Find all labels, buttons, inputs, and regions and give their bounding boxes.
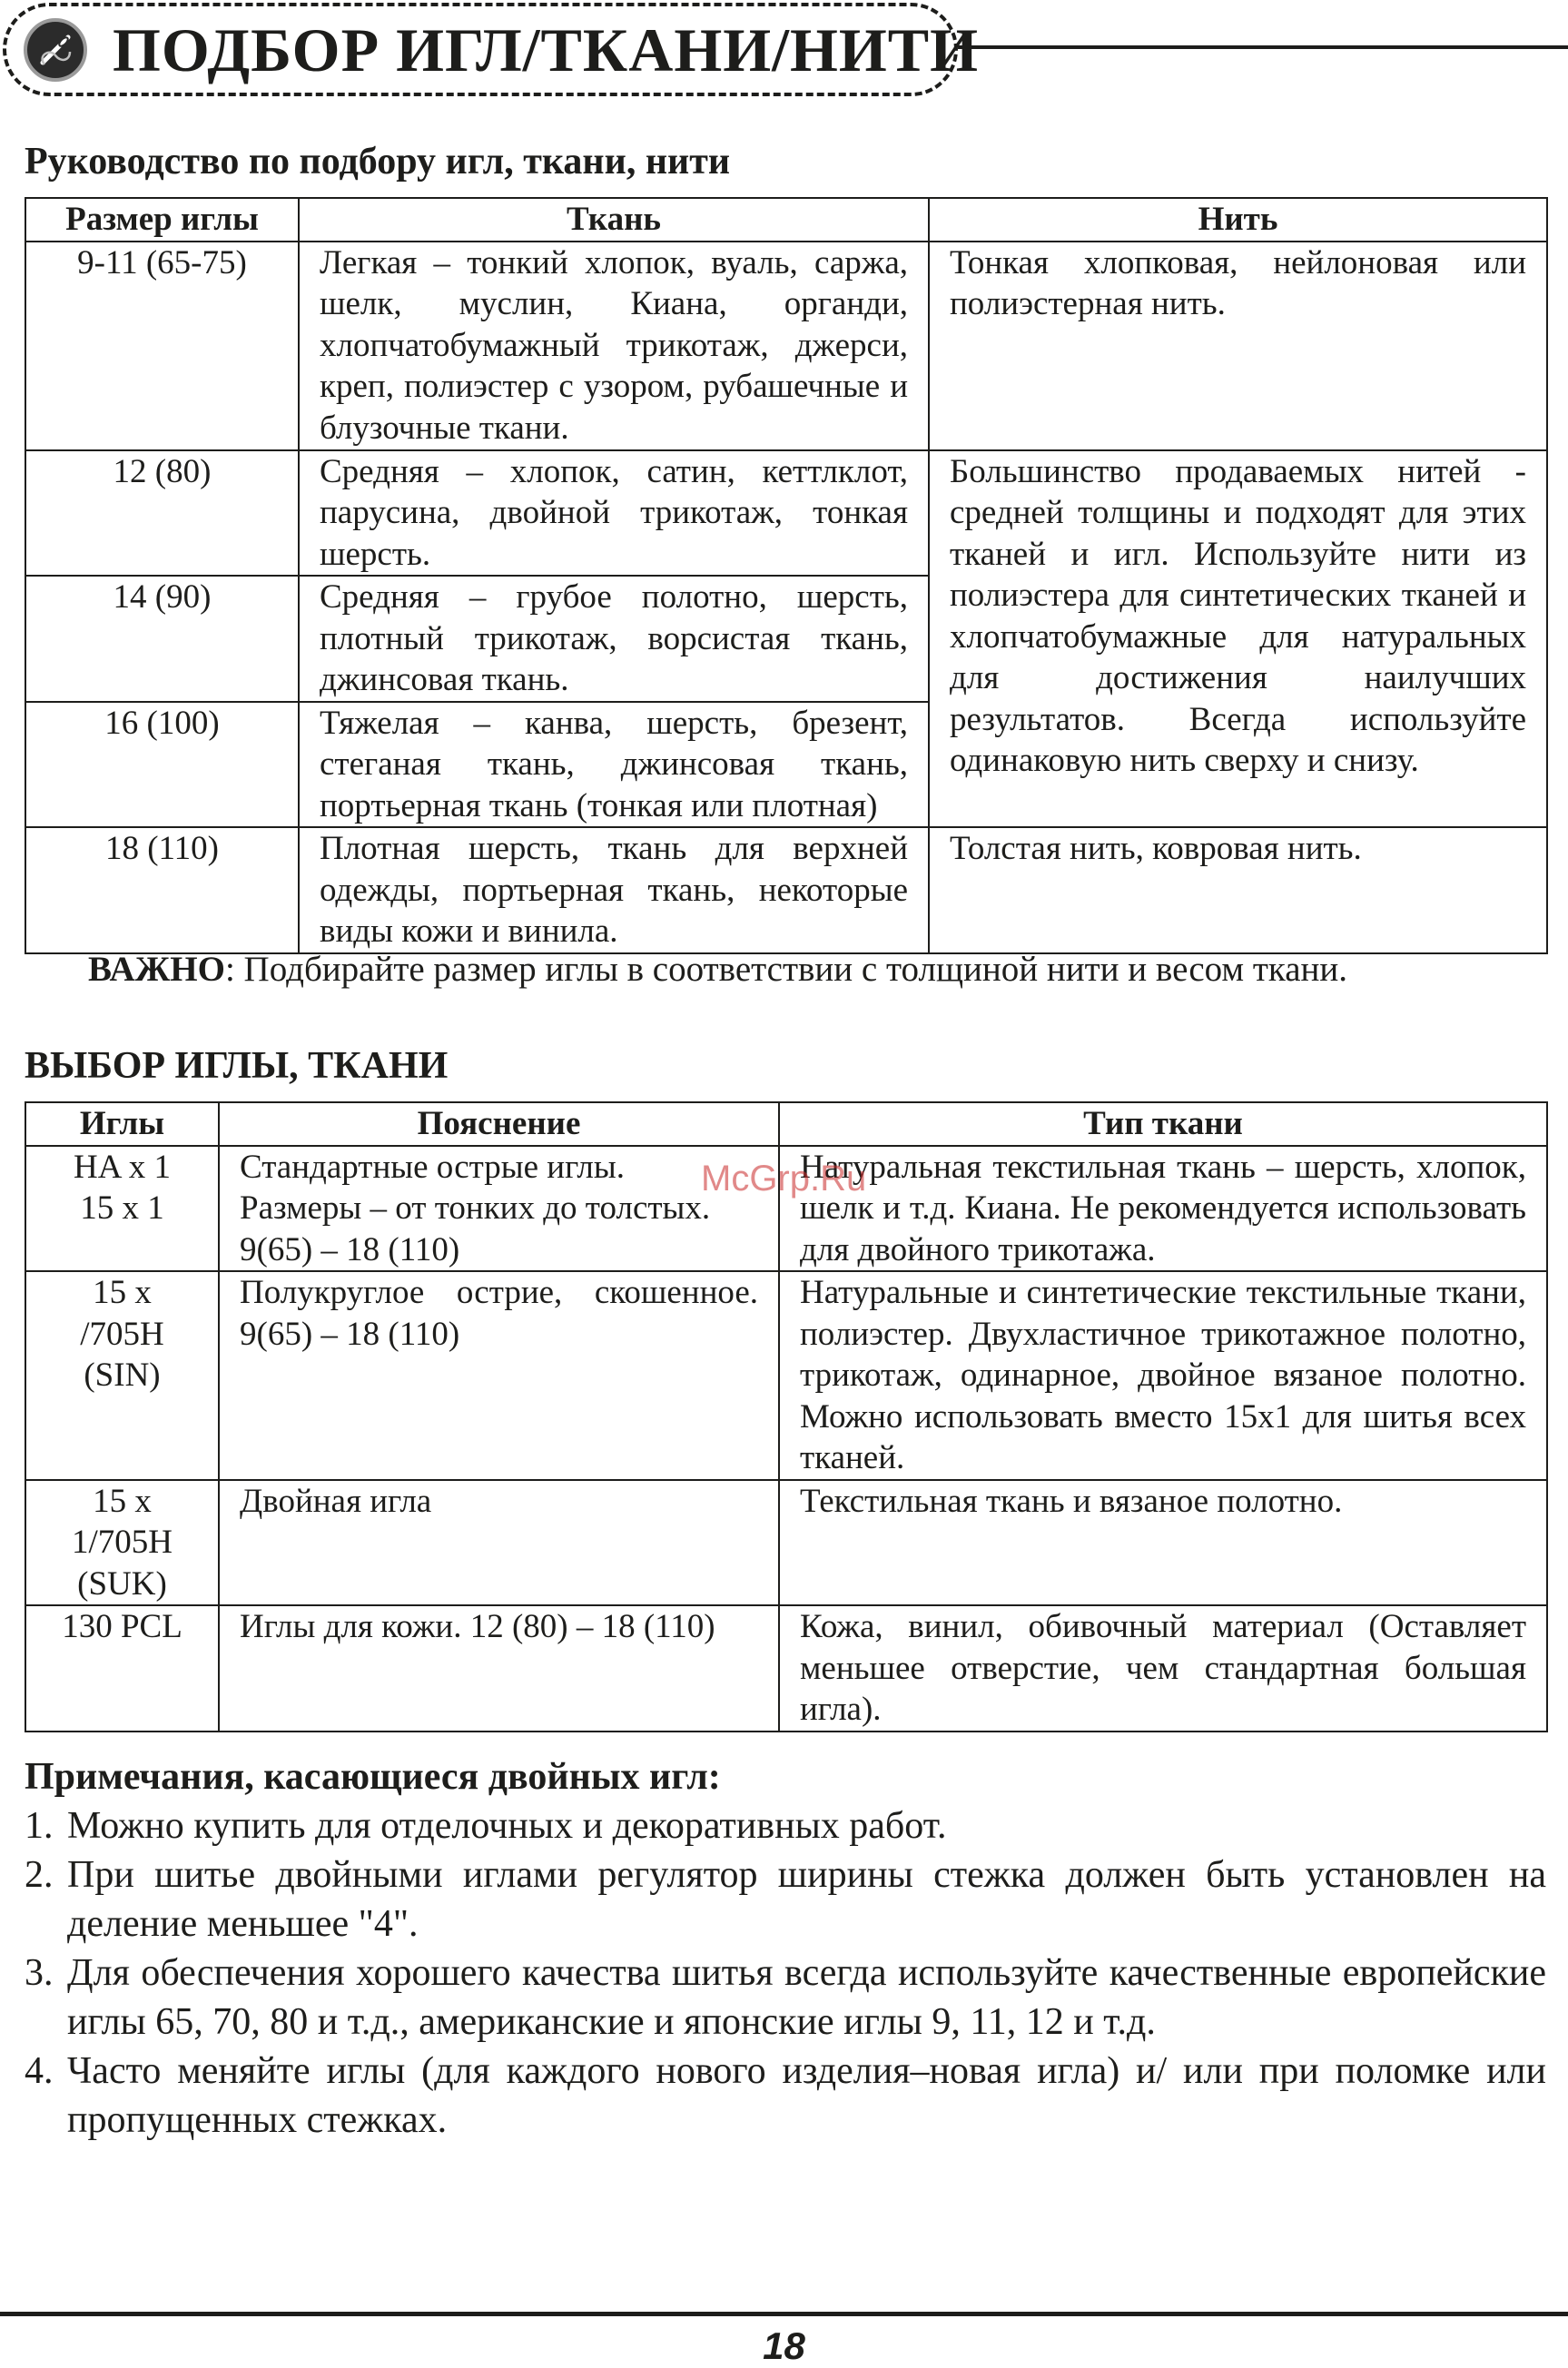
needle-type-line: 15 x 1 xyxy=(80,1189,164,1227)
explanation-line: Стандартные острые иглы. xyxy=(240,1148,625,1186)
table-row xyxy=(25,242,1547,450)
list-item-text: Можно купить для отделочных и декоративных работ. xyxy=(67,1805,947,1847)
explanation-line: Иглы для кожи. 12 (80) – 18 (110) xyxy=(240,1608,715,1645)
needle-type-line: (SUK) xyxy=(77,1564,167,1603)
list-item-number: 1. xyxy=(25,1805,54,1847)
explanation-line: 9(65) – 18 (110) xyxy=(240,1230,460,1268)
list-item xyxy=(25,1949,1546,2047)
table-header-row xyxy=(25,1102,1547,1146)
notes-title: Примечания, касающиеся двойных игл: xyxy=(25,1756,721,1798)
explanation-line: Полукруглое острие, скошенное. xyxy=(240,1274,758,1311)
needle-guide-table xyxy=(25,197,1548,954)
explanation-cell xyxy=(219,1605,779,1732)
fabric-cell: Плотная шерсть, ткань для верхней одежды, портьерная ткань, некоторые виды кожи и винила. xyxy=(299,827,929,953)
fabric-type-cell: Натуральные и синтетические текстильные ткани, полиэстер. Двухластичное трикотажное полотно, трикотаж, одинарное, двойное вязаное полотно. Можно использовать вместо 15x1 для шитья всех тканей. xyxy=(779,1271,1547,1480)
fabric-type-cell: Кожа, винил, обивочный материал (Оставляет меньшее отверстие, чем стандартная большая игла). xyxy=(779,1605,1547,1732)
guide-title: Руководство по подбору игл, ткани, нити xyxy=(25,141,731,183)
explanation-cell xyxy=(219,1146,779,1272)
watermark: McGrp.Ru xyxy=(701,1159,867,1199)
needle-type-cell xyxy=(25,1480,219,1606)
column-header-explanation: Пояснение xyxy=(219,1102,779,1146)
list-item-text: Часто меняйте иглы (для каждого нового изделия–новая игла) и/ или при поломке или пропущенных стежках. xyxy=(67,2050,1546,2141)
explanation-line: 9(65) – 18 (110) xyxy=(240,1315,460,1353)
list-item xyxy=(25,1850,1546,1949)
table-row xyxy=(25,1605,1547,1732)
explanation-cell xyxy=(219,1480,779,1606)
needle-type-cell xyxy=(25,1605,219,1732)
explanation-line: Размеры – от тонких до толстых. xyxy=(240,1189,711,1227)
important-text: : Подбирайте размер иглы в соответствии с толщиной нити и весом ткани. xyxy=(224,950,1348,989)
list-item-number: 2. xyxy=(25,1854,54,1896)
table-header-row xyxy=(25,198,1547,242)
needle-type-line: (SIN) xyxy=(84,1357,161,1394)
column-header-thread: Нить xyxy=(929,198,1547,242)
needle-size-cell: 14 (90) xyxy=(25,576,299,702)
list-item-number: 4. xyxy=(25,2050,54,2092)
fabric-type-cell: Текстильная ткань и вязаное полотно. xyxy=(779,1480,1547,1606)
needle-type-line: 15 x xyxy=(93,1482,152,1520)
table-row xyxy=(25,827,1547,953)
table-row xyxy=(25,450,1547,577)
table-row xyxy=(25,1271,1547,1480)
important-note xyxy=(88,949,1347,990)
column-header-fabric: Ткань xyxy=(299,198,929,242)
thread-cell: Тонкая хлопковая, нейлоновая или полиэстерная нить. xyxy=(929,242,1547,450)
thread-cell: Толстая нить, ковровая нить. xyxy=(929,827,1547,953)
page-title: ПОДБОР ИГЛ/ТКАНИ/НИТИ xyxy=(113,15,980,84)
table-row xyxy=(25,1480,1547,1606)
column-header-fabric-type: Тип ткани xyxy=(779,1102,1547,1146)
list-item xyxy=(25,2047,1546,2145)
needle-type-line: 130 PCL xyxy=(62,1608,182,1645)
list-item-number: 3. xyxy=(25,1952,54,1994)
page-header xyxy=(0,0,1568,109)
needle-size-cell: 18 (110) xyxy=(25,827,299,953)
list-item xyxy=(25,1801,1546,1850)
needle-type-line: /705H xyxy=(80,1315,164,1353)
page-number: 18 xyxy=(763,2324,805,2367)
list-item-text: При шитье двойными иглами регулятор ширины стежка должен быть установлен на деление меньшее "4". xyxy=(67,1854,1546,1945)
fabric-type-cell: Натуральная текстильная ткань – шерсть, хлопок, шелк и т.д. Киана. Не рекомендуется использовать для двойного трикотажа. xyxy=(779,1146,1547,1272)
fabric-cell: Тяжелая – канва, шерсть, брезент, стеганая ткань, джинсовая ткань, портьерная ткань (тонкая или плотная) xyxy=(299,702,929,828)
column-header-needles: Иглы xyxy=(25,1102,219,1146)
footer-rule xyxy=(0,2312,1568,2316)
needle-size-cell: 9-11 (65-75) xyxy=(25,242,299,450)
fabric-cell: Средняя – грубое полотно, шерсть, плотный трикотаж, ворсистая ткань, джинсовая ткань. xyxy=(299,576,929,702)
list-item-text: Для обеспечения хорошего качества шитья всегда используйте качественные европейские иглы 65, 70, 80 и т.д., американские и японские иглы 9, 11, 12 и т.д. xyxy=(67,1952,1546,2043)
needle-type-line: HA x 1 xyxy=(74,1148,171,1186)
twin-needle-notes xyxy=(25,1752,1546,2145)
needle-icon xyxy=(24,18,87,82)
important-label: ВАЖНО xyxy=(88,950,225,989)
needle-type-cell xyxy=(25,1271,219,1480)
explanation-cell xyxy=(219,1271,779,1480)
column-header-size: Размер иглы xyxy=(25,198,299,242)
needle-type-cell xyxy=(25,1146,219,1272)
needle-type-line: 1/705H xyxy=(72,1524,173,1561)
fabric-cell: Средняя – хлопок, сатин, кеттлклот, парусина, двойной трикотаж, тонкая шерсть. xyxy=(299,450,929,577)
header-rule xyxy=(958,45,1568,49)
thread-cell: Большинство продаваемых нитей - средней толщины и подходят для этих тканей и игл. Используйте нити из полиэстера для синтетических тканей и хлопчатобумажные для натуральных для достижения наилучших результатов. Всегда используйте одинаковую нить сверху и снизу. xyxy=(929,450,1547,828)
explanation-line: Двойная игла xyxy=(240,1482,432,1520)
needle-size-cell: 12 (80) xyxy=(25,450,299,577)
needle-type-line: 15 x xyxy=(93,1274,152,1311)
fabric-cell: Легкая – тонкий хлопок, вуаль, саржа, шелк, муслин, Киана, органди, хлопчатобумажный трикотаж, джерси, креп, полиэстер с узором, рубашечные и блузочные ткани. xyxy=(299,242,929,450)
choice-title: ВЫБОР ИГЛЫ, ТКАНИ xyxy=(25,1045,449,1087)
needle-size-cell: 16 (100) xyxy=(25,702,299,828)
